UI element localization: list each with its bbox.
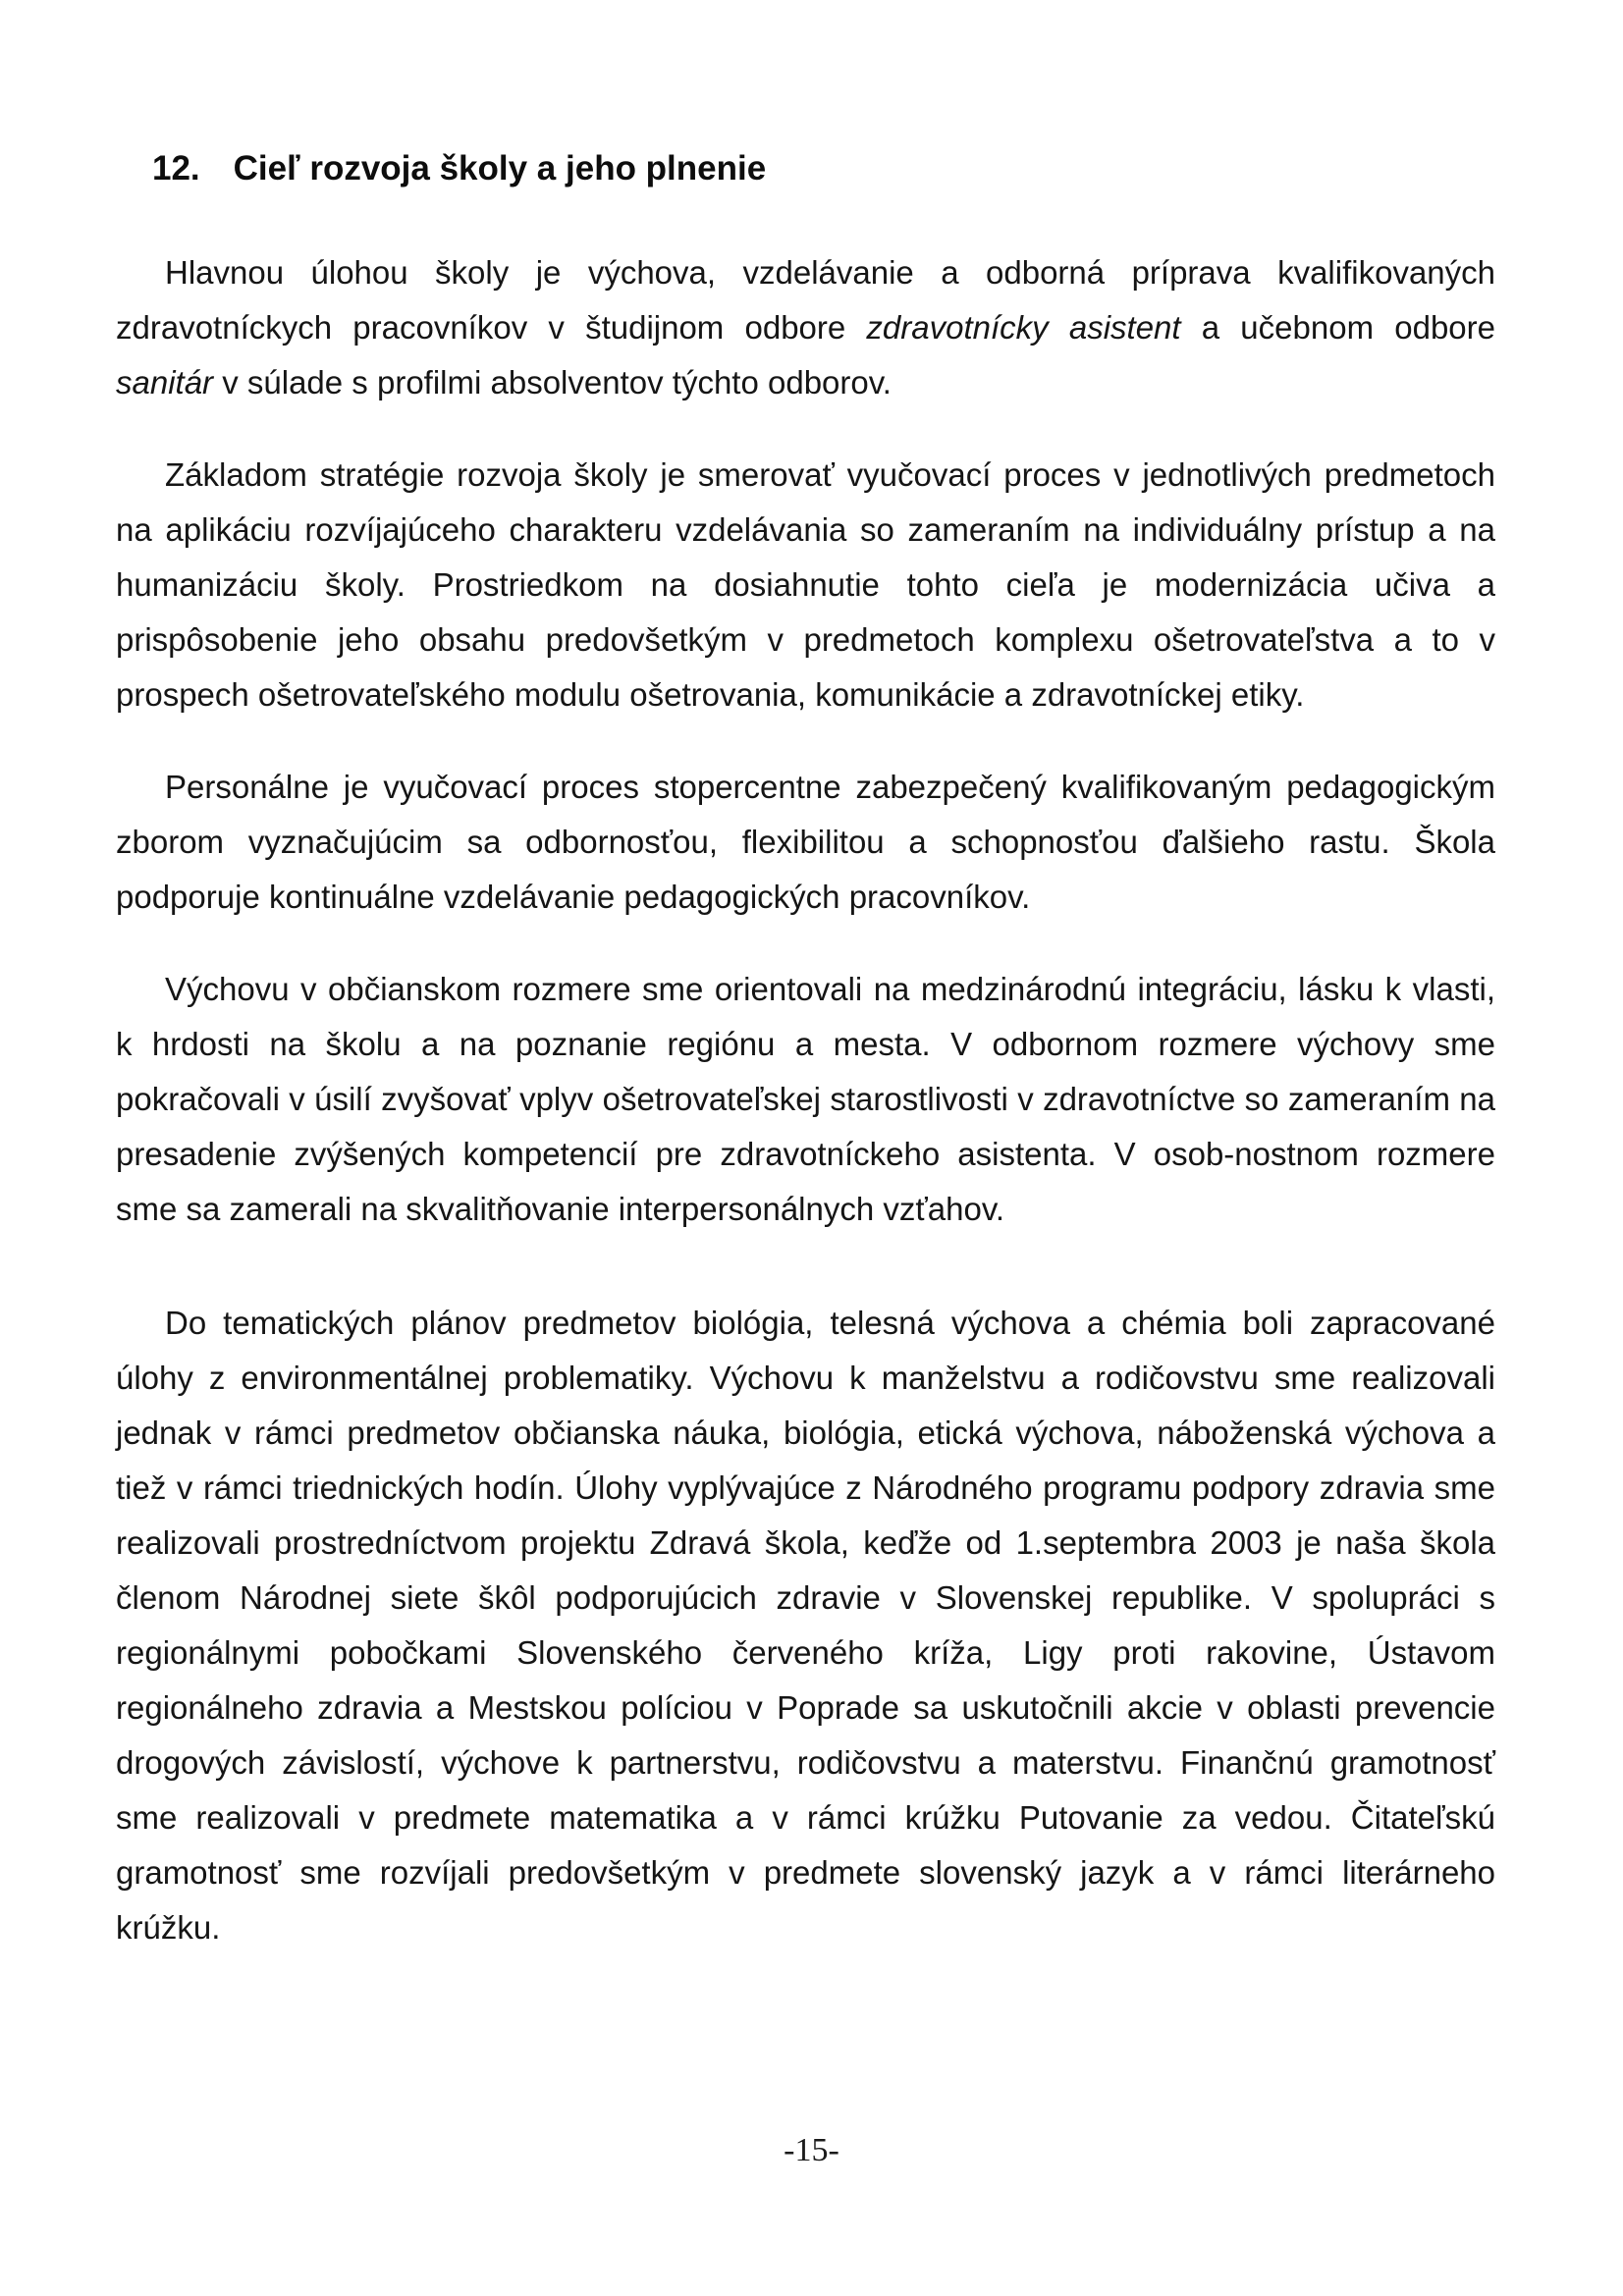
paragraph-strategy [116, 448, 1495, 722]
section-heading [116, 147, 1495, 190]
paragraph-text: Do tematických plánov predmetov biológia, telesná výchova a chémia boli zapracované úlohy z environmentálnej problematiky. Výchovu k manželstvu a rodičovstvu sme realizovali jednak v rámci predmetov občianska náuka, biológia, etická výchova, náboženská výchova a tiež v rámci triednických hodín. Úlohy vyplývajúce z Národného programu podpory zdravia sme realizovali prostredníctvom projektu Zdravá škola, keďže od 1.septembra 2003 je naša škola členom Národnej siete škôl podporujúcich zdravie v Slovenskej republike. V spolupráci s regionálnymi pobočkami Slovenského červeného kríža, Ligy proti rakovine, Ústavom regionálneho zdravia a Mestskou políciou v Poprade sa uskutočnili akcie v oblasti prevencie drogových závislostí, výchove k partnerstvu, rodičovstvu a materstvu. Finančnú gramotnosť sme realizovali v predmete matematika a v rámci krúžku Putovanie za vedou. Čitateľskú gramotnosť sme rozvíjali predovšetkým v predmete slovenský jazyk a v rámci literárneho krúžku. [116, 1305, 1495, 1946]
paragraph-text: Personálne je vyučovací proces stopercentne zabezpečený kvalifikovaným pedagogickým zborom vyznačujúcim sa odbornosťou, flexibilitou a schopnosťou ďalšieho rastu. Škola podporuje kontinuálne vzdelávanie pedagogických pracovníkov. [116, 769, 1495, 915]
document-content [116, 147, 1495, 1993]
paragraph-text: Výchovu v občianskom rozmere sme orientovali na medzinárodnú integráciu, lásku k vlasti, k hrdosti na školu a na poznanie regiónu a mesta. V odbornom rozmere výchovy sme pokračovali v úsilí zvyšovať vplyv ošetrovateľskej starostlivosti v zdravotníctve so zameraním na presadenie zvýšených kompetencií pre zdravotníckeho asistenta. V osob-nostnom rozmere sme sa zamerali na skvalitňovanie interpersonálnych vzťahov. [116, 971, 1495, 1227]
study-field-emphasis: sanitár [116, 364, 214, 400]
paragraph-text: a učebnom odbore [1180, 309, 1495, 346]
section-number: 12. [152, 149, 200, 187]
paragraph-text: v súlade s profilmi absolventov týchto odborov. [213, 364, 892, 400]
study-field-emphasis: zdravotnícky asistent [866, 309, 1181, 346]
paragraph-text: Hlavnou úlohou školy je výchova, vzdelávanie a odborná príprava kvalifikovaných zdravotníckych pracovníkov v študijnom odbore [116, 254, 1495, 346]
paragraph-main-task [116, 245, 1495, 410]
paragraph-civic-education [116, 962, 1495, 1237]
paragraph-thematic-plans [116, 1296, 1495, 1955]
paragraph-text: Základom stratégie rozvoja školy je smerovať vyučovací proces v jednotlivých predmetoch na aplikáciu rozvíjajúceho charakteru vzdelávania so zameraním na individuálny prístup a na humanizáciu školy. Prostriedkom na dosiahnutie tohto cieľa je modernizácia učiva a prispôsobenie jeho obsahu predovšetkým v predmetoch komplexu ošetrovateľstva a to v prospech ošetrovateľského modulu ošetrovania, komunikácie a zdravotníckej etiky. [116, 456, 1495, 713]
page-number: -15- [784, 2132, 839, 2168]
paragraph-personnel [116, 760, 1495, 925]
section-title: Cieľ rozvoja školy a jeho plnenie [233, 149, 767, 187]
